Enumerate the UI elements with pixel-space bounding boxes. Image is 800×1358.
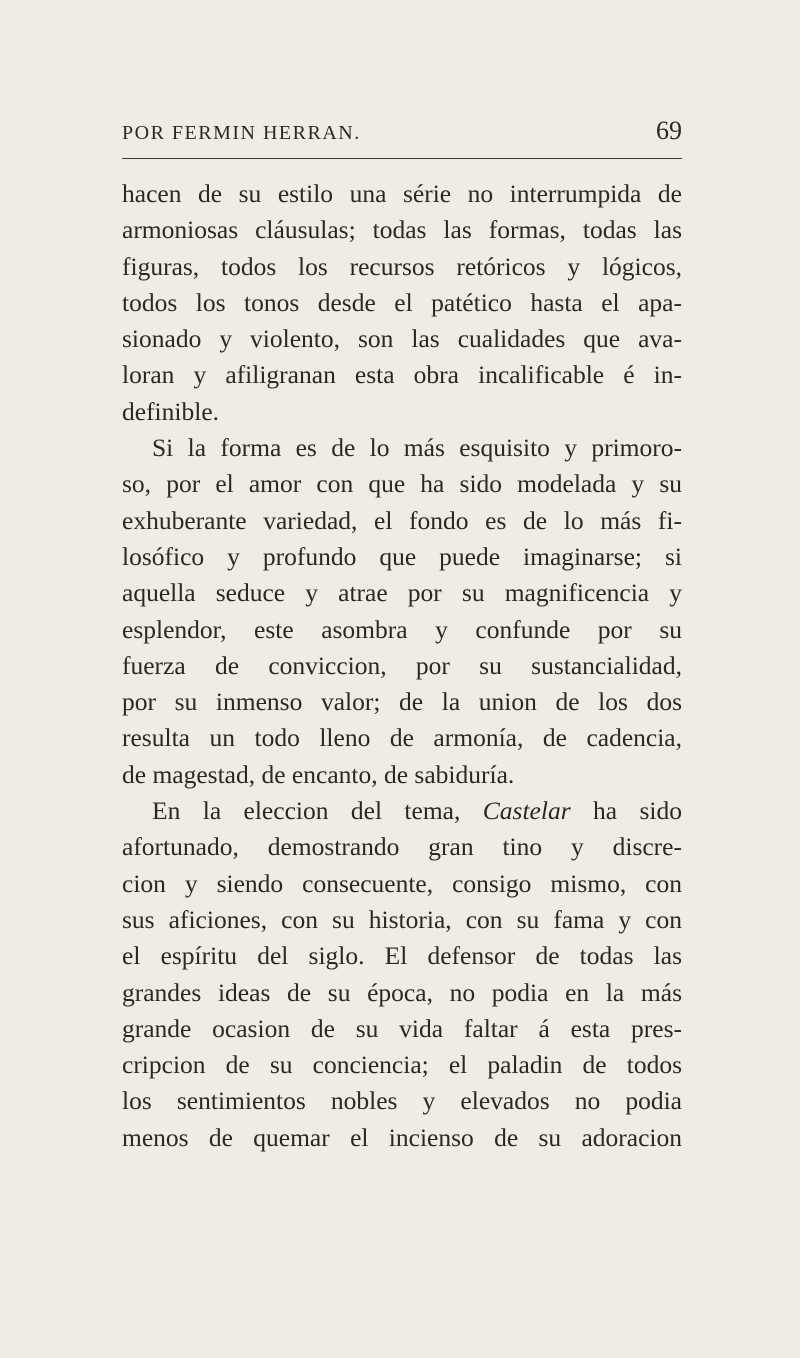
text-line: armoniosas cláusulas; todas las formas, todas las <box>122 215 682 245</box>
author-name: Castelar <box>482 796 571 826</box>
text-line: todos los tonos desde el patético hasta el apa- <box>122 287 682 317</box>
body-text <box>122 176 682 1156</box>
text-line: definible. <box>122 396 220 426</box>
text-line: cripcion de su conciencia; el paladin de todos <box>122 1050 682 1080</box>
text-line-start: En la eleccion del tema, <box>152 796 461 826</box>
running-title: POR FERMIN HERRAN. <box>122 122 361 144</box>
text-line: afortunado, demostrando gran tino y discre- <box>122 832 682 862</box>
page-number: 69 <box>656 116 682 145</box>
text-line: exhuberante variedad, el fondo es de lo más fi- <box>122 505 682 535</box>
text-line: sionado y violento, son las cualidades que ava- <box>122 324 682 354</box>
text-line: figuras, todos los recursos retóricos y lógicos, <box>122 251 682 281</box>
text-line: loran y afiligranan esta obra incalificable é in- <box>122 360 682 390</box>
text-line: aquella seduce y atrae por su magnificencia y <box>122 578 682 608</box>
text-line: menos de quemar el incienso de su adoracion <box>122 1122 682 1152</box>
text-line: hacen de su estilo una série no interrumpida de <box>122 179 682 208</box>
text-line: esplendor, este asombra y confunde por su <box>122 614 682 644</box>
text-line: cion y siendo consecuente, consigo mismo, con <box>122 868 682 898</box>
running-head <box>122 116 682 152</box>
text-line: de magestad, de encanto, de sabiduría. <box>122 759 515 789</box>
text-line-end: ha sido <box>570 796 683 826</box>
text-line: los sentimientos nobles y elevados no podia <box>122 1086 682 1116</box>
header-rule <box>122 158 682 159</box>
text-line: losófico y profundo que puede imaginarse; si <box>122 541 682 571</box>
text-line: fuerza de conviccion, por su sustancialidad, <box>122 650 682 680</box>
text-line: grandes ideas de su época, no podia en la más <box>122 977 682 1007</box>
text-line: sus aficiones, con su historia, con su fama y con <box>122 904 682 934</box>
text-line: Si la forma es de lo más esquisito y primoro- <box>152 433 682 463</box>
text-line <box>122 793 682 829</box>
text-line: so, por el amor con que ha sido modelada y su <box>122 469 682 499</box>
text-line: por su inmenso valor; de la union de los dos <box>122 687 682 717</box>
text-line: el espíritu del siglo. El defensor de todas las <box>122 941 682 971</box>
text-line: resulta un todo lleno de armonía, de cadencia, <box>122 723 682 753</box>
text-line: grande ocasion de su vida faltar á esta pres- <box>122 1013 682 1043</box>
